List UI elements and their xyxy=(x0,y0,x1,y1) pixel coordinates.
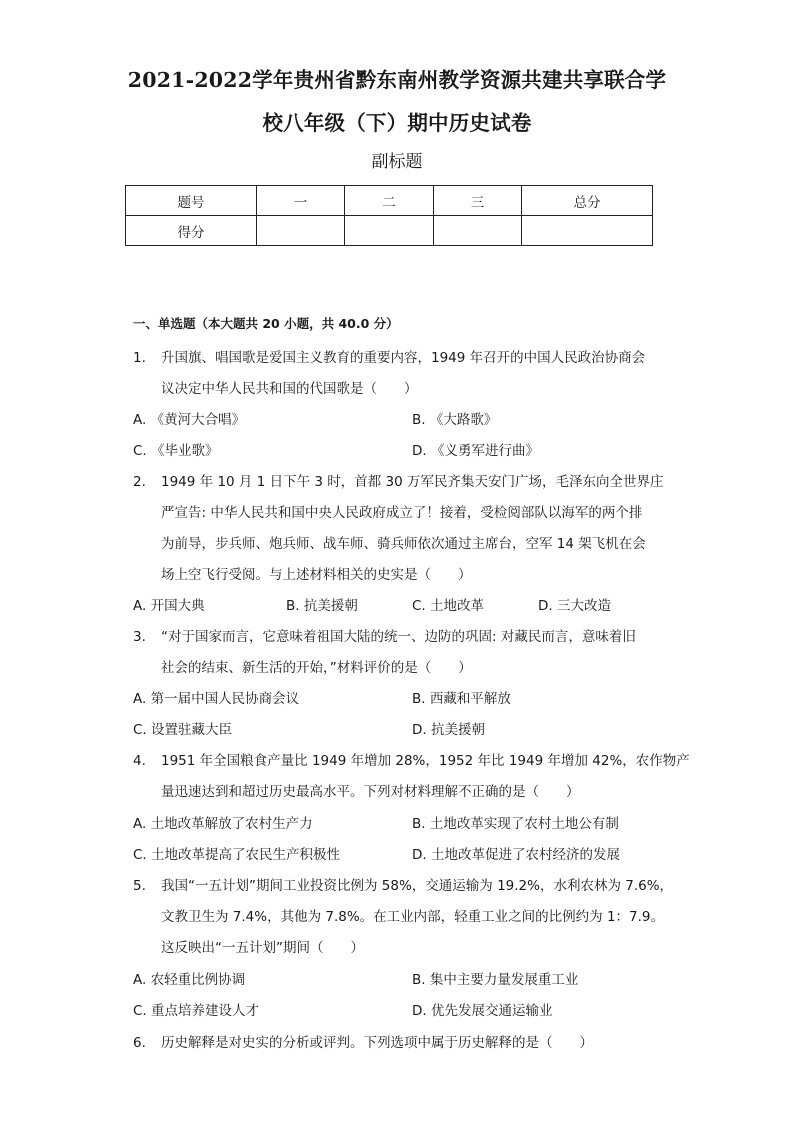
score-header-cell: 一 xyxy=(257,186,345,216)
option-c: C. 《毕业歌》 xyxy=(133,443,219,459)
option-b: B. 土地改革实现了农村土地公有制 xyxy=(412,816,619,832)
question-stem-line: 1951 年全国粮食产量比 1949 年增加 28%，1952 年比 1949 年增加 42%，农作物产 xyxy=(161,753,690,769)
question-stem-line: 为前导，步兵师、炮兵师、战车师、骑兵师依次通过主席台，空军 14 架飞机在会 xyxy=(161,536,646,552)
option-d: D. 《义勇军进行曲》 xyxy=(412,443,539,459)
score-row-label: 得分 xyxy=(126,216,257,246)
section-heading: 一、单选题（本大题共 20 小题，共 40.0 分） xyxy=(133,316,399,331)
option-b: B. 抗美援朝 xyxy=(286,598,358,614)
question-number: 3. xyxy=(133,629,146,645)
question-stem-line: “对于国家而言，它意味着祖国大陆的统一、边防的巩固: 对藏民而言，意味着旧 xyxy=(161,629,636,645)
question-stem-line: 严宣告: 中华人民共和国中央人民政府成立了！接着，受检阅部队以海军的两个排 xyxy=(161,505,643,521)
score-header-cell: 二 xyxy=(345,186,434,216)
option-a: A. 第一届中国人民协商会议 xyxy=(133,691,300,707)
option-c: C. 设置驻藏大臣 xyxy=(133,722,233,738)
option-b: B. 《大路歌》 xyxy=(412,412,498,428)
option-a: A. 开国大典 xyxy=(133,598,205,614)
exam-title-line-2: 校八年级（下）期中历史试卷 xyxy=(262,111,532,135)
option-b: B. 集中主要力量发展重工业 xyxy=(412,972,579,988)
question-stem-line: 量迅速达到和超过历史最高水平。下列对材料理解不正确的是（ ） xyxy=(161,784,580,800)
option-d: D. 三大改造 xyxy=(538,598,611,614)
score-header-cell: 总分 xyxy=(522,186,653,216)
score-table-score-row xyxy=(126,216,653,246)
question-number: 4. xyxy=(133,753,146,769)
question-number: 6. xyxy=(133,1035,146,1051)
score-blank-cell[interactable] xyxy=(345,216,434,246)
score-table xyxy=(125,185,653,246)
score-blank-cell[interactable] xyxy=(434,216,522,246)
option-c: C. 重点培养建设人才 xyxy=(133,1003,260,1019)
option-a: A. 农轻重比例协调 xyxy=(133,972,246,988)
question-number: 2. xyxy=(133,474,146,490)
option-d: D. 抗美援朝 xyxy=(412,722,485,738)
question-stem-line: 升国旗、唱国歌是爱国主义教育的重要内容，1949 年召开的中国人民政治协商会 xyxy=(161,350,646,366)
option-c: C. 土地改革 xyxy=(412,598,485,614)
question-stem-line: 文教卫生为 7.4%，其他为 7.8%。在工业内部，轻重工业之间的比例约为 1：7.9。 xyxy=(161,909,665,925)
score-blank-cell[interactable] xyxy=(522,216,653,246)
score-header-cell: 题号 xyxy=(126,186,257,216)
question-stem-line: 1949 年 10 月 1 日下午 3 时，首都 30 万军民齐集天安门广场，毛泽东向全世界庄 xyxy=(161,474,664,490)
question-stem-line: 议决定中华人民共和国的代国歌是（ ） xyxy=(161,381,418,397)
score-blank-cell[interactable] xyxy=(257,216,345,246)
score-table-header-row xyxy=(126,186,653,216)
question-stem-line: 场上空飞行受阅。与上述材料相关的史实是（ ） xyxy=(161,567,472,583)
exam-subtitle: 副标题 xyxy=(371,152,423,172)
score-header-cell: 三 xyxy=(434,186,522,216)
question-number: 5. xyxy=(133,878,146,894)
exam-title-line-1: 2021-2022学年贵州省黔东南州教学资源共建共享联合学 xyxy=(127,68,667,92)
question-stem-line: 这反映出“一五计划”期间（ ） xyxy=(161,940,364,956)
option-b: B. 西藏和平解放 xyxy=(412,691,511,707)
option-d: D. 土地改革促进了农村经济的发展 xyxy=(412,847,620,863)
question-stem-line: 历史解释是对史实的分析或评判。下列选项中属于历史解释的是（ ） xyxy=(161,1035,593,1051)
question-stem-line: 社会的结束、新生活的开始，”材料评价的是（ ） xyxy=(161,660,472,676)
question-number: 1. xyxy=(133,350,146,366)
option-d: D. 优先发展交通运输业 xyxy=(412,1003,553,1019)
question-stem-line: 我国“一五计划”期间工业投资比例为 58%，交通运输为 19.2%，水利农林为 7.6%， xyxy=(161,878,674,894)
option-c: C. 土地改革提高了农民生产积极性 xyxy=(133,847,341,863)
option-a: A. 《黄河大合唱》 xyxy=(133,412,246,428)
option-a: A. 土地改革解放了农村生产力 xyxy=(133,816,313,832)
